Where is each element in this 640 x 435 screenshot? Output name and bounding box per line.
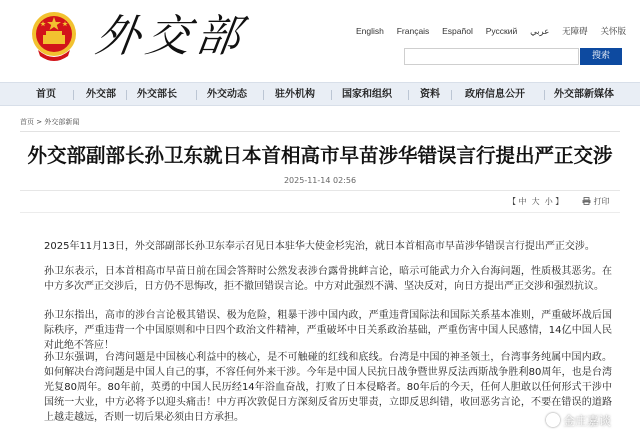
watermark-logo-icon bbox=[546, 413, 560, 427]
lang-russian-link[interactable]: Русский bbox=[485, 26, 518, 36]
divider bbox=[20, 212, 620, 213]
watermark-text: 金庄嘉谈 bbox=[563, 414, 612, 428]
article-paragraph: 孙卫东指出，高市的涉台言论极其错误、极为危险，粗暴干涉中国内政，严重违背国际法和国际关系基本准则，严重破坏战后国际秩序，严重违背一个中国原则和中日四个政治文件精神，严重破坏中日关系政治基础，严重伤害中国人民感情，14亿中国人民对此绝不答应！ bbox=[44, 310, 612, 351]
nav-divider bbox=[544, 90, 545, 100]
breadcrumb-separator: > bbox=[34, 118, 45, 126]
main-nav bbox=[0, 82, 640, 106]
nav-divider bbox=[263, 90, 264, 100]
font-size-bracket-close: 】 bbox=[555, 197, 564, 206]
divider bbox=[20, 131, 620, 132]
article-date: 2025-11-14 02:56 bbox=[283, 176, 357, 185]
lang-english-link[interactable]: English bbox=[356, 26, 384, 36]
ministry-calligraphy-logo[interactable]: 外交部 bbox=[92, 11, 250, 62]
nav-item-minister[interactable]: 外交部长 bbox=[137, 89, 177, 100]
print-button[interactable] bbox=[582, 197, 610, 207]
site-header bbox=[0, 0, 640, 82]
nav-item-countries[interactable]: 国家和组织 bbox=[342, 89, 392, 100]
nav-divider bbox=[126, 90, 127, 100]
article-paragraph: 孙卫东表示，日本首相高市早苗日前在国会答辩时公然发表涉台露骨挑衅言论，暗示可能武力介入台海问题，性质极其恶劣。在中方多次严正交涉后，日方仍不思悔改，拒不撤回错误言论。中方对此强烈不满、坚决反对，向日方提出严正交涉和强烈抗议。 bbox=[44, 266, 612, 292]
national-emblem-icon[interactable] bbox=[30, 10, 78, 62]
breadcrumb bbox=[20, 117, 79, 127]
article-title: 外交部副部长孙卫东就日本首相高市早苗涉华错误言行提出严正交涉 bbox=[27, 144, 613, 167]
nav-divider bbox=[408, 90, 409, 100]
article-paragraph: 2025年11月13日，外交部副部长孙卫东奉示召见日本驻华大使金杉宪治，就日本首相高市早苗涉华错误言行提出严正交涉。 bbox=[44, 241, 595, 252]
search-input[interactable] bbox=[404, 48, 579, 65]
lang-arabic-link[interactable]: عربي bbox=[530, 25, 550, 36]
breadcrumb-home-link[interactable]: 首页 bbox=[20, 118, 34, 126]
nav-divider bbox=[196, 90, 197, 100]
nav-item-new-media[interactable]: 外交部新媒体 bbox=[554, 89, 614, 100]
nav-divider bbox=[451, 90, 452, 100]
nav-divider bbox=[331, 90, 332, 100]
font-size-medium-button[interactable]: 中 bbox=[518, 197, 527, 206]
font-size-selector bbox=[508, 197, 563, 207]
nav-item-diplomatic-news[interactable]: 外交动态 bbox=[207, 89, 247, 100]
search-button[interactable]: 搜索 bbox=[580, 48, 622, 65]
lang-spanish-link[interactable]: Español bbox=[442, 26, 473, 36]
lang-french-link[interactable]: Français bbox=[396, 26, 430, 36]
nav-item-home[interactable]: 首页 bbox=[36, 89, 56, 100]
font-size-small-button[interactable]: 小 bbox=[544, 197, 553, 206]
article-paragraph: 孙卫东强调，台湾问题是中国核心利益中的核心，是不可触碰的红线和底线。台湾是中国的神圣领土，台湾事务纯属中国内政。如何解决台湾问题是中国人自己的事，不容任何外来干涉。今年是中国人民抗日战争暨世界反法西斯战争胜利80周年，也是台湾光复80周年。80年前，英勇的中国人民历经14年浴血奋战，打败了日本侵略者。80年后的今天，任何人胆敢以任何形式干涉中国统一大业，中方必将予以迎头痛击！中方再次敦促日方深刻反省历史罪责，立即反思纠错，收回恶劣言论，不要在错误的道路上越走越远，否则一切后果必须由日方承担。 bbox=[44, 352, 612, 423]
language-bar bbox=[356, 24, 626, 38]
watermark bbox=[546, 410, 636, 432]
divider bbox=[20, 190, 620, 191]
nav-item-gov-info[interactable]: 政府信息公开 bbox=[465, 89, 525, 100]
nav-item-mfa[interactable]: 外交部 bbox=[86, 89, 116, 100]
font-size-large-button[interactable]: 大 bbox=[531, 197, 540, 206]
nav-item-resources[interactable]: 资料 bbox=[420, 89, 440, 100]
printer-icon bbox=[582, 197, 591, 205]
nav-item-missions-abroad[interactable]: 驻外机构 bbox=[275, 89, 315, 100]
elderly-care-mode-link[interactable]: 关怀版 bbox=[600, 26, 626, 36]
font-size-bracket-open: 【 bbox=[508, 197, 516, 206]
accessibility-link[interactable]: 无障碍 bbox=[562, 26, 588, 36]
nav-divider bbox=[73, 90, 74, 100]
print-label: 打印 bbox=[593, 197, 610, 206]
breadcrumb-section-link[interactable]: 外交部新闻 bbox=[44, 118, 80, 126]
